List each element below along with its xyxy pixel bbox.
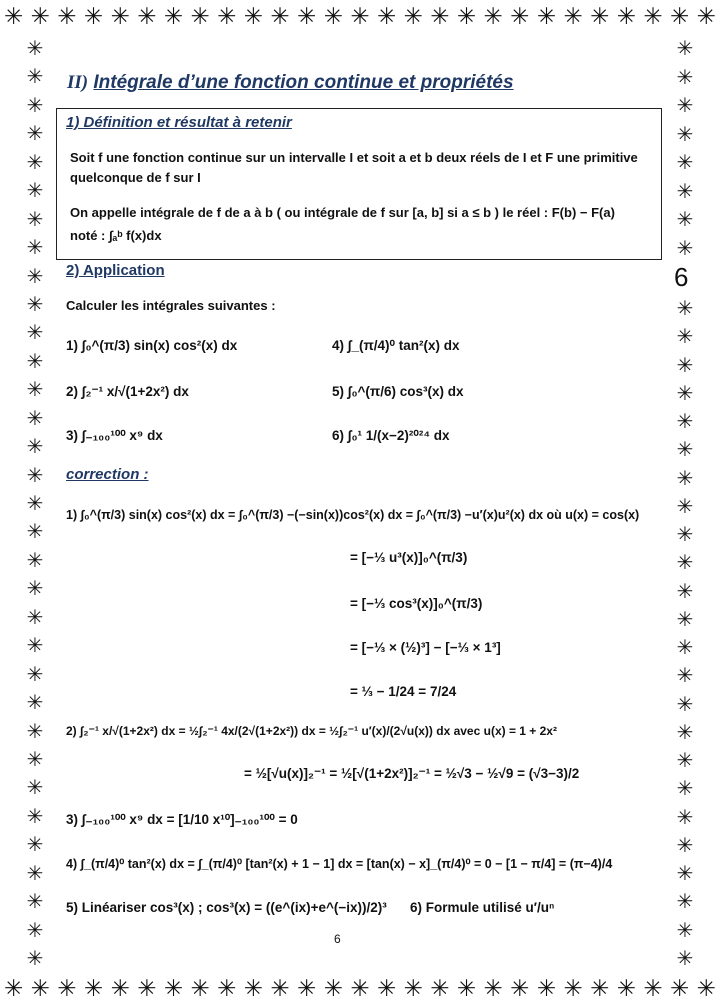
star-icon: ✳ [676, 663, 694, 688]
star-icon: ✳ [696, 4, 716, 30]
star-icon: ✳ [26, 803, 44, 828]
star-icon: ✳ [456, 4, 477, 30]
star-icon: ✳ [676, 352, 694, 377]
definition-para1b: quelconque de f sur I [70, 170, 201, 185]
star-icon: ✳ [26, 92, 44, 117]
star-icon: ✳ [26, 661, 44, 686]
star-icon: ✳ [26, 519, 44, 544]
star-icon: ✳ [643, 4, 663, 30]
star-icon: ✳ [676, 150, 694, 175]
star-icon: ✳ [643, 976, 663, 1002]
star-icon: ✳ [270, 4, 290, 30]
star-icon: ✳ [217, 976, 237, 1002]
correction-1-line4: = [−⅓ × (½)³] − [−⅓ × 1³] [350, 640, 501, 655]
star-icon: ✳ [243, 4, 264, 30]
exercise-4: 4) ∫_(π/4)⁰ tan²(x) dx [332, 338, 460, 353]
star-icon: ✳ [137, 976, 157, 1002]
star-icon: ✳ [483, 976, 503, 1002]
star-icon: ✳ [676, 465, 694, 490]
section-title [67, 72, 514, 94]
star-icon: ✳ [26, 206, 44, 231]
star-icon: ✳ [350, 976, 370, 1002]
star-icon: ✳ [676, 409, 694, 433]
star-icon: ✳ [26, 718, 44, 743]
star-icon: ✳ [456, 976, 477, 1002]
star-icon: ✳ [536, 4, 557, 30]
definition-heading-text: 1) Définition et résultat à retenir [66, 114, 292, 131]
star-icon: ✳ [4, 976, 24, 1002]
star-icon: ✳ [26, 917, 44, 942]
star-icon: ✳ [563, 976, 583, 1002]
correction-5: 5) Linéariser cos³(x) ; cos³(x) = ((e^(ix)+e^(−ix))/2)³ [66, 900, 387, 915]
star-icon: ✳ [676, 207, 694, 232]
star-icon: ✳ [26, 633, 44, 658]
star-icon: ✳ [83, 976, 104, 1002]
star-icon: ✳ [676, 550, 694, 575]
star-icon: ✳ [26, 746, 44, 771]
application-intro: Calculer les intégrales suivantes : [66, 298, 276, 313]
star-icon: ✳ [676, 437, 694, 462]
star-icon: ✳ [83, 4, 104, 30]
star-icon: ✳ [350, 4, 370, 30]
star-icon: ✳ [26, 377, 44, 402]
star-icon: ✳ [676, 235, 694, 260]
footer-page-number: 6 [334, 932, 341, 946]
star-icon: ✳ [57, 4, 77, 30]
right-star-border-bottom [672, 298, 698, 968]
star-icon: ✳ [676, 748, 694, 772]
star-icon: ✳ [26, 491, 44, 515]
star-icon: ✳ [26, 320, 44, 345]
star-icon: ✳ [26, 178, 44, 203]
star-icon: ✳ [676, 889, 694, 914]
star-icon: ✳ [403, 976, 423, 1002]
title-number: II) [67, 72, 89, 93]
correction-1-line2: = [−⅓ u³(x)]₀^(π/3) [350, 550, 468, 565]
definition-para2: On appelle intégrale de f de a à b ( ou intégrale de f sur [a, b] si a ≤ b ) le réel : F(b) − F(a) [70, 205, 615, 220]
star-icon: ✳ [217, 4, 237, 30]
star-icon: ✳ [26, 64, 44, 89]
star-icon: ✳ [163, 976, 184, 1002]
correction-6: 6) Formule utilisé u′/uⁿ [410, 900, 555, 915]
star-icon: ✳ [323, 4, 343, 30]
star-icon: ✳ [110, 976, 130, 1002]
star-icon: ✳ [676, 296, 694, 320]
star-icon: ✳ [137, 4, 157, 30]
star-icon: ✳ [190, 4, 210, 30]
star-icon: ✳ [676, 522, 694, 546]
star-icon: ✳ [510, 976, 530, 1002]
star-icon: ✳ [26, 775, 44, 800]
right-star-border-top [672, 38, 698, 258]
star-icon: ✳ [676, 861, 694, 885]
star-icon: ✳ [676, 93, 694, 118]
star-icon: ✳ [30, 976, 50, 1002]
star-icon: ✳ [676, 635, 694, 659]
star-icon: ✳ [4, 4, 24, 30]
star-icon: ✳ [676, 121, 694, 146]
star-icon: ✳ [430, 4, 450, 30]
star-icon: ✳ [430, 976, 450, 1002]
application-heading-text: 2) Application [66, 262, 165, 279]
star-icon: ✳ [26, 832, 44, 857]
star-icon: ✳ [376, 4, 397, 30]
star-icon: ✳ [676, 578, 694, 603]
correction-1-line1: 1) ∫₀^(π/3) sin(x) cos²(x) dx = ∫₀^(π/3) −(−sin(x))cos²(x) dx = ∫₀^(π/3) −u′(x)u²(x) dx où u(x) = cos(x) [66, 508, 640, 522]
star-icon: ✳ [26, 604, 44, 629]
star-icon: ✳ [676, 691, 694, 716]
star-icon: ✳ [190, 976, 210, 1002]
star-icon: ✳ [510, 4, 530, 30]
star-icon: ✳ [26, 690, 44, 715]
star-icon: ✳ [26, 889, 44, 914]
definition-para3: noté : ∫ₐᵇ f(x)dx [70, 228, 162, 243]
star-icon: ✳ [26, 291, 44, 316]
star-icon: ✳ [26, 860, 44, 885]
star-icon: ✳ [590, 976, 610, 1002]
star-icon: ✳ [26, 576, 44, 601]
star-icon: ✳ [376, 976, 397, 1002]
star-icon: ✳ [26, 263, 44, 288]
star-icon: ✳ [670, 976, 690, 1002]
star-icon: ✳ [676, 493, 694, 518]
star-icon: ✳ [696, 976, 716, 1002]
star-icon: ✳ [26, 405, 44, 430]
application-heading [66, 262, 165, 279]
exercise-6: 6) ∫₀¹ 1/(x−2)²⁰²⁴ dx [332, 428, 450, 443]
title-text: Intégrale d’une fonction continue et propriétés [93, 72, 514, 93]
star-icon: ✳ [676, 719, 694, 744]
star-icon: ✳ [26, 946, 44, 970]
star-icon: ✳ [676, 945, 694, 970]
star-icon: ✳ [676, 178, 694, 203]
star-icon: ✳ [670, 4, 690, 30]
star-icon: ✳ [26, 348, 44, 373]
page-badge: 6 [674, 262, 689, 292]
star-icon: ✳ [563, 4, 583, 30]
star-icon: ✳ [616, 976, 637, 1002]
star-icon: ✳ [26, 547, 44, 572]
star-icon: ✳ [57, 976, 77, 1002]
star-icon: ✳ [403, 4, 423, 30]
definition-para1: Soit f une fonction continue sur un intervalle I et soit a et b deux réels de I et F une primitive [70, 150, 638, 165]
exercise-2: 2) ∫₂⁻¹ x/√(1+2x²) dx [66, 384, 189, 399]
star-icon: ✳ [590, 4, 610, 30]
star-icon: ✳ [26, 434, 44, 459]
star-icon: ✳ [243, 976, 264, 1002]
exercise-3: 3) ∫₋₁₀₀¹⁰⁰ x⁹ dx [66, 428, 163, 443]
star-icon: ✳ [676, 606, 694, 631]
star-icon: ✳ [676, 64, 694, 89]
bottom-star-border [4, 976, 716, 1002]
star-icon: ✳ [163, 4, 184, 30]
star-icon: ✳ [676, 36, 694, 60]
star-icon: ✳ [26, 462, 44, 487]
correction-2-line1: 2) ∫₂⁻¹ x/√(1+2x²) dx = ½∫₂⁻¹ 4x/(2√(1+2x²)) dx = ½∫₂⁻¹ u′(x)/(2√u(x)) dx avec u(x) = 1 + 2x² [66, 724, 557, 738]
star-icon: ✳ [297, 976, 317, 1002]
star-icon: ✳ [676, 832, 694, 857]
definition-heading [66, 114, 292, 131]
star-icon: ✳ [26, 36, 44, 60]
star-icon: ✳ [26, 149, 44, 174]
star-icon: ✳ [616, 4, 637, 30]
correction-3: 3) ∫₋₁₀₀¹⁰⁰ x⁹ dx = [1/10 x¹⁰]₋₁₀₀¹⁰⁰ = 0 [66, 812, 298, 827]
star-icon: ✳ [676, 917, 694, 942]
star-icon: ✳ [536, 976, 557, 1002]
star-icon: ✳ [323, 976, 343, 1002]
star-icon: ✳ [30, 4, 50, 30]
exercise-1: 1) ∫₀^(π/3) sin(x) cos²(x) dx [66, 338, 238, 353]
star-icon: ✳ [483, 4, 503, 30]
correction-1-line5: = ⅓ − 1/24 = 7/24 [350, 684, 457, 699]
star-icon: ✳ [26, 235, 44, 260]
exercise-5: 5) ∫₀^(π/6) cos³(x) dx [332, 384, 464, 399]
star-icon: ✳ [270, 976, 290, 1002]
correction-4: 4) ∫_(π/4)⁰ tan²(x) dx = ∫_(π/4)⁰ [tan²(x) + 1 − 1] dx = [tan(x) − x]_(π/4)⁰ = 0 − [1 − π/4] = (π−4)/4 [66, 857, 613, 871]
star-icon: ✳ [676, 804, 694, 829]
top-star-border [4, 4, 716, 30]
star-icon: ✳ [110, 4, 130, 30]
correction-1-line3: = [−⅓ cos³(x)]₀^(π/3) [350, 596, 483, 611]
star-icon: ✳ [676, 776, 694, 801]
correction-heading: correction : [66, 466, 149, 483]
star-icon: ✳ [297, 4, 317, 30]
correction-2-line2: = ½[√u(x)]₂⁻¹ = ½[√(1+2x²)]₂⁻¹ = ½√3 − ½√9 = (√3−3)/2 [244, 766, 580, 781]
star-icon: ✳ [676, 380, 694, 405]
star-icon: ✳ [676, 324, 694, 349]
star-icon: ✳ [26, 121, 44, 146]
left-star-border [22, 38, 48, 968]
